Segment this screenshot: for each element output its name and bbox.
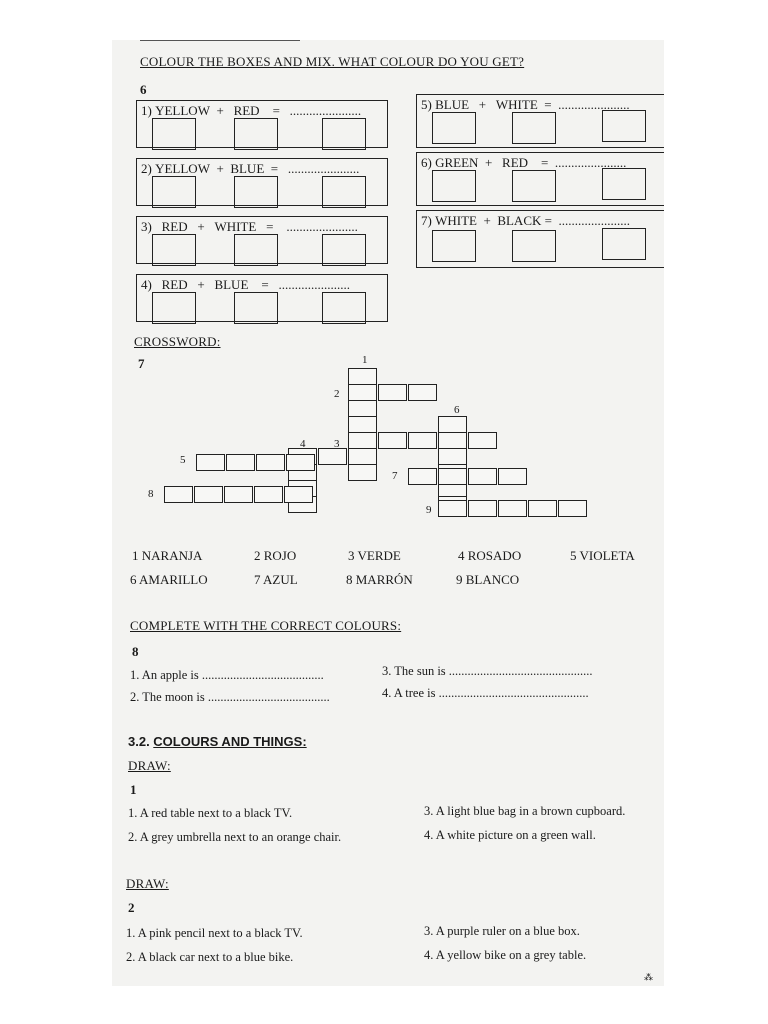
crossword-cell[interactable] — [196, 454, 225, 471]
crossword-cell[interactable] — [284, 486, 313, 503]
mix-item-2: 2) YELLOW + BLUE = ...................... — [136, 158, 388, 206]
crossword-cell[interactable] — [254, 486, 283, 503]
crossword-cell[interactable] — [408, 468, 437, 485]
draw-line: 3. A light blue bag in a brown cupboard. — [424, 804, 626, 818]
colour-box[interactable] — [602, 168, 646, 200]
colour-box[interactable] — [322, 234, 366, 266]
crossword-cell[interactable] — [348, 432, 377, 449]
crossword-cell[interactable] — [348, 464, 377, 481]
word-bank-row — [130, 572, 519, 588]
colour-box[interactable] — [512, 230, 556, 262]
mix-item-3: 3) RED + WHITE = ...................... — [136, 216, 388, 264]
crossword-cell[interactable] — [348, 400, 377, 417]
crossword-cell[interactable] — [226, 454, 255, 471]
crossword-cell[interactable] — [224, 486, 253, 503]
crossword-cell[interactable] — [348, 368, 377, 385]
draw-line: 4. A yellow bike on a grey table. — [424, 948, 587, 962]
crossword-cell[interactable] — [408, 432, 437, 449]
crossword-cell[interactable] — [438, 500, 467, 517]
crossword-cell[interactable] — [348, 416, 377, 433]
clue-number: 2 — [334, 388, 340, 400]
clue-number: 6 — [454, 404, 460, 416]
colour-box[interactable] — [602, 228, 646, 260]
colour-box[interactable] — [234, 292, 278, 324]
word-bank-item: 7 AZUL — [254, 572, 298, 587]
colour-box[interactable] — [432, 112, 476, 144]
crossword-cell[interactable] — [558, 500, 587, 517]
crossword-cell[interactable] — [348, 384, 377, 401]
clue-number: 5 — [180, 454, 186, 466]
colour-box[interactable] — [234, 176, 278, 208]
draw-line: 3. A purple ruler on a blue box. — [424, 924, 580, 938]
word-bank-row — [132, 548, 635, 564]
clue-number: 3 — [334, 438, 340, 450]
worksheet-page — [112, 40, 664, 986]
crossword-cell[interactable] — [498, 500, 527, 517]
colour-box[interactable] — [152, 118, 196, 150]
crossword-cell[interactable] — [164, 486, 193, 503]
clue-number: 1 — [362, 354, 368, 366]
colour-box[interactable] — [152, 234, 196, 266]
crossword-cell[interactable] — [438, 432, 467, 449]
colour-box[interactable] — [432, 230, 476, 262]
draw-line: 1. A red table next to a black TV. — [128, 806, 293, 820]
draw-line: 1. A pink pencil next to a black TV. — [126, 926, 303, 940]
colour-box[interactable] — [432, 170, 476, 202]
colour-box[interactable] — [234, 118, 278, 150]
colour-box[interactable] — [602, 110, 646, 142]
crossword-cell[interactable] — [318, 448, 347, 465]
crossword-cell[interactable] — [498, 468, 527, 485]
crossword-cell[interactable] — [378, 432, 407, 449]
word-bank-item: 3 VERDE — [348, 548, 401, 563]
colour-box[interactable] — [322, 176, 366, 208]
page-mark: ⁂ — [644, 972, 653, 982]
mix-item-7: 7) WHITE + BLACK = ...................... — [416, 210, 664, 268]
exercise-number: 1 — [130, 782, 137, 797]
complete-heading: COMPLETE WITH THE CORRECT COLOURS: — [130, 618, 402, 633]
top-rule — [140, 40, 300, 41]
clue-number: 8 — [148, 488, 154, 500]
crossword-cell[interactable] — [256, 454, 285, 471]
colour-box[interactable] — [512, 112, 556, 144]
exercise-number: 7 — [138, 356, 145, 371]
fill-line: 1. An apple is ....................................... — [130, 668, 324, 682]
mix-item-6: 6) GREEN + RED = ...................... — [416, 152, 664, 206]
crossword-cell[interactable] — [438, 468, 467, 485]
draw-line: 2. A grey umbrella next to an orange chair. — [128, 830, 342, 844]
crossword-cell[interactable] — [194, 486, 223, 503]
colour-box[interactable] — [234, 234, 278, 266]
colour-box[interactable] — [512, 170, 556, 202]
exercise-number: 8 — [132, 644, 139, 659]
clue-number: 4 — [300, 438, 306, 450]
mix-item-5: 5) BLUE + WHITE = ...................... — [416, 94, 664, 148]
exercise-number: 2 — [128, 900, 135, 915]
draw-heading: DRAW: — [126, 876, 169, 891]
word-bank-item: 5 VIOLETA — [570, 548, 635, 563]
draw-line: 4. A white picture on a green wall. — [424, 828, 596, 842]
section-title: 3.2. COLOURS AND THINGS: — [128, 734, 307, 749]
fill-line: 2. The moon is ....................................... — [130, 690, 330, 704]
word-bank-item: 6 AMARILLO — [130, 572, 208, 587]
crossword-cell[interactable] — [378, 384, 407, 401]
word-bank-item: 8 MARRÓN — [346, 572, 413, 587]
crossword-cell[interactable] — [286, 454, 315, 471]
mix-item-4: 4) RED + BLUE = ...................... — [136, 274, 388, 322]
crossword-cell[interactable] — [348, 448, 377, 465]
draw-line: 2. A black car next to a blue bike. — [126, 950, 294, 964]
word-bank-item: 2 ROJO — [254, 548, 297, 563]
colour-box[interactable] — [152, 176, 196, 208]
fill-line: 4. A tree is ................................................ — [382, 686, 589, 700]
crossword-cell[interactable] — [468, 432, 497, 449]
crossword-cell[interactable] — [468, 500, 497, 517]
crossword-cell[interactable] — [468, 468, 497, 485]
draw-heading: DRAW: — [128, 758, 171, 773]
colour-mix-heading: COLOUR THE BOXES AND MIX. WHAT COLOUR DO YOU GET? — [140, 54, 525, 69]
colour-box[interactable] — [322, 292, 366, 324]
word-bank-item: 4 ROSADO — [458, 548, 522, 563]
crossword-cell[interactable] — [408, 384, 437, 401]
crossword-heading: CROSSWORD: — [134, 334, 221, 349]
mix-item-1: 1) YELLOW + RED = ...................... — [136, 100, 388, 148]
crossword-cell[interactable] — [438, 416, 467, 433]
word-bank-item: 9 BLANCO — [456, 572, 520, 587]
crossword-cell[interactable] — [528, 500, 557, 517]
clue-number: 9 — [426, 504, 432, 516]
exercise-number: 6 — [140, 82, 147, 97]
fill-line: 3. The sun is .............................................. — [382, 664, 593, 678]
colour-box[interactable] — [322, 118, 366, 150]
crossword-cell[interactable] — [438, 448, 467, 465]
clue-number: 7 — [392, 470, 398, 482]
word-bank-item: 1 NARANJA — [132, 548, 203, 563]
colour-box[interactable] — [152, 292, 196, 324]
